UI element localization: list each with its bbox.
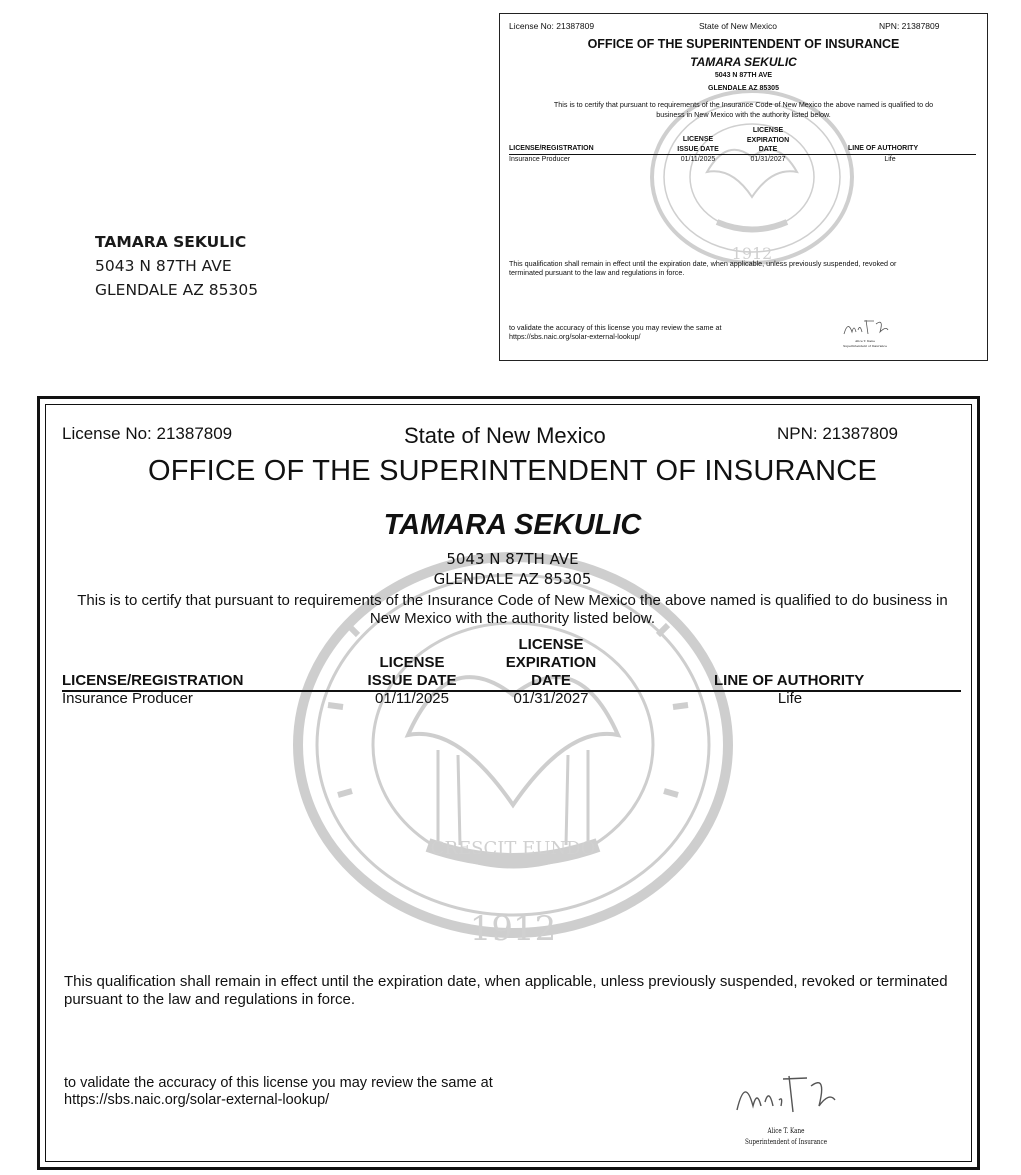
validation-url[interactable]: https://sbs.naic.org/solar-external-lookup/ xyxy=(509,332,641,341)
office-title-large: OFFICE OF THE SUPERINTENDENT OF INSURANCE xyxy=(148,455,877,487)
validation-text-large: to validate the accuracy of this license you may review the same at https://sbs.naic.org/solar-external-lookup/ xyxy=(64,1075,493,1108)
header-expiration-date: LICENSE EXPIRATION DATE xyxy=(746,127,790,153)
license-number: License No: 21387809 xyxy=(509,21,595,31)
signer-title-large: Superintendent of Insurance xyxy=(744,1137,828,1146)
npn-number-large: NPN: 21387809 xyxy=(777,424,898,443)
issuing-state: State of New Mexico xyxy=(699,21,777,31)
recipient-name: TAMARA SEKULIC xyxy=(95,233,247,251)
validation-url-large[interactable]: https://sbs.naic.org/solar-external-lookup/ xyxy=(64,1092,330,1108)
issuing-state-large: State of New Mexico xyxy=(404,423,606,448)
signature-image-large xyxy=(731,1070,841,1118)
holder-street: 5043 N 87TH AVE xyxy=(714,72,773,79)
certification-text: This is to certify that pursuant to requirements of the Insurance Code of New Mexico the above named is qualified to do business in New Mexico with the authority listed below. xyxy=(553,100,934,119)
license-number-large: License No: 21387809 xyxy=(62,424,233,443)
wallet-license-card xyxy=(499,13,988,361)
office-title: OFFICE OF THE SUPERINTENDENT OF INSURANCE xyxy=(587,37,900,51)
row-authority: Life xyxy=(884,156,896,163)
mailing-address xyxy=(95,230,258,302)
signer-name-large: Alice T. Kane xyxy=(767,1126,805,1135)
holder-city: GLENDALE AZ 85305 xyxy=(708,85,779,92)
row-expiration-date-large: 01/31/2027 xyxy=(513,690,589,707)
row-issue-date: 01/11/2025 xyxy=(680,156,716,163)
header-issue-date: LICENSE ISSUE DATE xyxy=(677,136,719,153)
header-issue-date-large: LICENSE ISSUE DATE xyxy=(367,654,457,689)
certificate-inner-border xyxy=(45,404,972,1162)
header-rule xyxy=(509,154,976,155)
header-authority-large: LINE OF AUTHORITY xyxy=(714,672,865,689)
holder-city-large: GLENDALE AZ 85305 xyxy=(433,570,592,588)
signature-image xyxy=(840,316,890,338)
header-registration-large: LICENSE/REGISTRATION xyxy=(62,672,244,689)
holder-name-large: TAMARA SEKULIC xyxy=(383,509,642,541)
row-expiration-date: 01/31/2027 xyxy=(750,156,786,163)
row-authority-large: Life xyxy=(777,690,803,707)
recipient-street: 5043 N 87TH AVE xyxy=(95,257,232,275)
qualification-text-large: This qualification shall remain in effect until the expiration date, when applicable, unless previously suspended, revoked or terminated pursuant to the law and regulations in force. xyxy=(64,973,948,1008)
row-issue-date-large: 01/11/2025 xyxy=(375,690,449,707)
signer-title-small: Superintendent of Insurance xyxy=(843,344,887,348)
validation-text: to validate the accuracy of this license you may review the same at https://sbs.naic.org/solar-external-lookup/ xyxy=(509,323,722,341)
header-expiration-date-large: LICENSE EXPIRATION DATE xyxy=(505,636,597,689)
holder-name: TAMARA SEKULIC xyxy=(690,55,797,69)
qualification-text: This qualification shall remain in effect until the expiration date, when applicable, unless previously suspended, revoked or terminated pursuant to the law and regulations in force. xyxy=(509,259,897,277)
signer-name-small: Alice T. Kane xyxy=(855,339,875,343)
certification-text-large: This is to certify that pursuant to requirements of the Insurance Code of New Mexico the above named is qualified to do business in New Mexico with the authority listed below. xyxy=(77,592,948,627)
recipient-city: GLENDALE AZ 85305 xyxy=(95,281,259,299)
seal-year-text-large: 1912 xyxy=(469,909,557,945)
seal-motto-text: CRESCIT EUNDO xyxy=(430,838,596,859)
row-registration-large: Insurance Producer xyxy=(62,690,193,707)
seal-year-text: 1912 xyxy=(731,244,773,263)
npn-number: NPN: 21387809 xyxy=(879,21,940,31)
header-authority: LINE OF AUTHORITY xyxy=(848,145,919,152)
license-certificate xyxy=(37,396,980,1170)
header-registration: LICENSE/REGISTRATION xyxy=(509,145,594,152)
holder-street-large: 5043 N 87TH AVE xyxy=(446,550,579,568)
row-registration: Insurance Producer xyxy=(509,156,571,163)
